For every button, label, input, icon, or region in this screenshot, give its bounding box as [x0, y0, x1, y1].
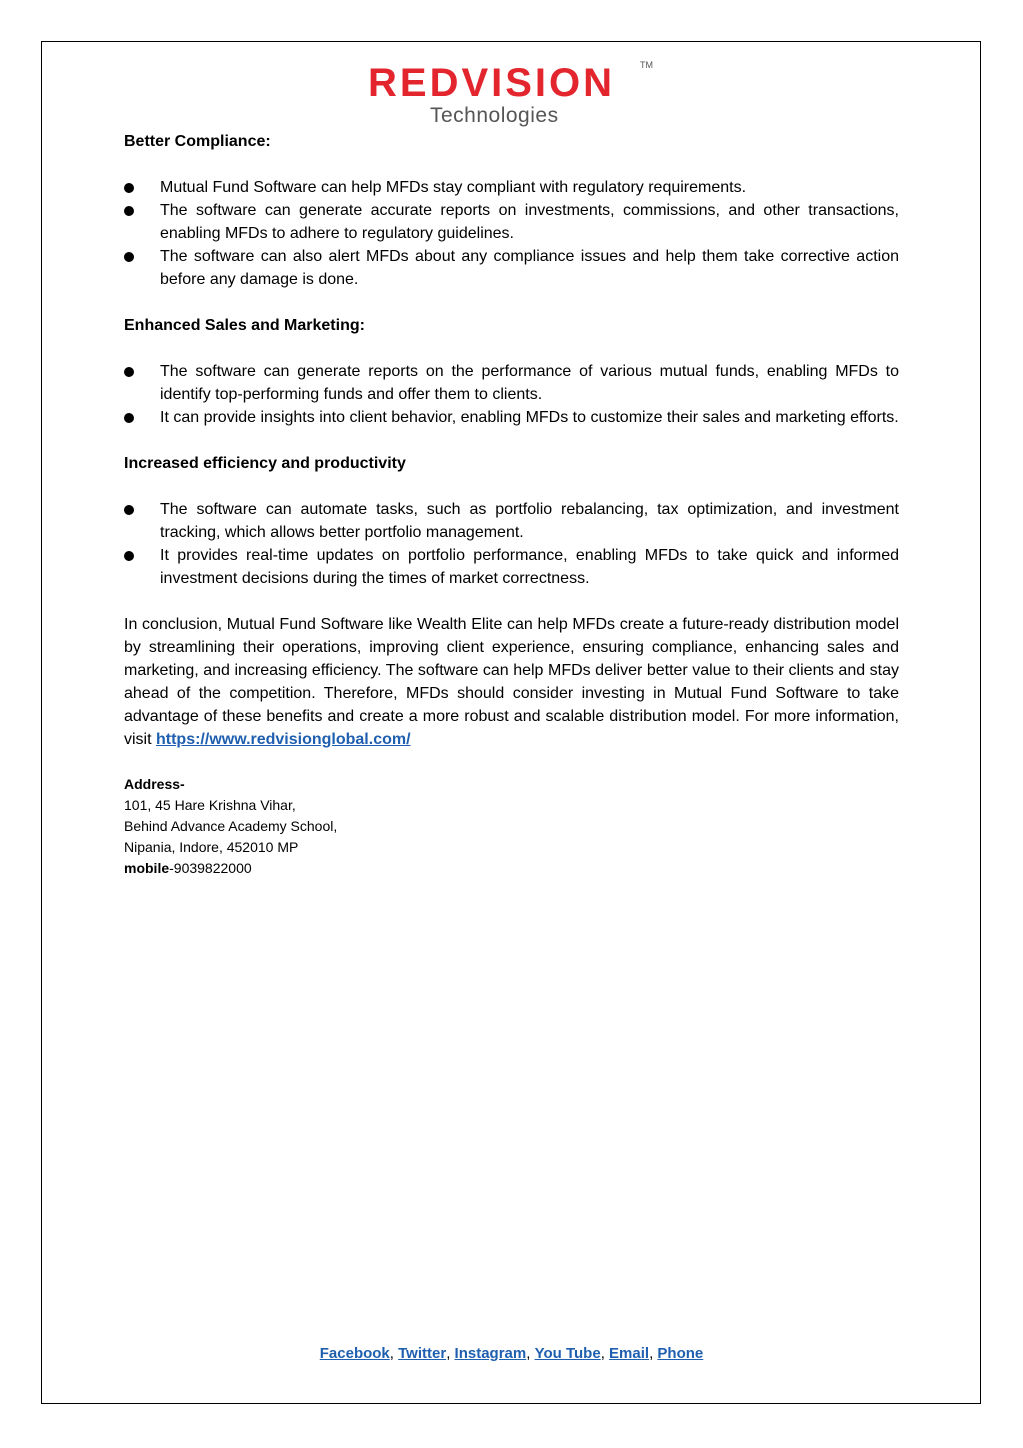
list-item: [124, 544, 899, 590]
mobile-label: mobile: [124, 860, 170, 876]
list-item-text: The software can generate reports on the performance of various mutual funds, enabling MFDs to identify top-performing funds and offer them to clients.: [160, 363, 899, 403]
list-item-text: Mutual Fund Software can help MFDs stay compliant with regulatory requirements.: [160, 179, 747, 196]
bullet-icon: [124, 252, 134, 262]
footer-links: [0, 1345, 1023, 1362]
company-logo: [368, 60, 658, 132]
list-item: [124, 199, 899, 245]
bullet-icon: [124, 505, 134, 515]
website-link[interactable]: https://www.redvisionglobal.com/: [156, 731, 411, 748]
section-heading: Increased efficiency and productivity: [124, 455, 406, 472]
address-line: Behind Advance Academy School,: [124, 818, 338, 834]
logo-trademark: TM: [640, 60, 653, 70]
address-block: [124, 774, 899, 879]
twitter-link[interactable]: Twitter: [398, 1345, 447, 1362]
list-item: [124, 176, 899, 199]
bullet-list: [124, 360, 899, 429]
list-item: [124, 245, 899, 291]
list-item-text: It can provide insights into client behavior, enabling MFDs to customize their sales and marketing efforts.: [160, 409, 899, 426]
separator: ,: [389, 1345, 399, 1362]
address-line: 101, 45 Hare Krishna Vihar,: [124, 797, 296, 813]
bullet-icon: [124, 183, 134, 193]
list-item-text: The software can generate accurate reports on investments, commissions, and other transactions, enabling MFDs to adhere to regulatory guidelines.: [160, 202, 899, 242]
bullet-icon: [124, 367, 134, 377]
list-item: [124, 498, 899, 544]
bullet-icon: [124, 206, 134, 216]
list-item-text: The software can also alert MFDs about any compliance issues and help them take corrective action before any damage is done.: [160, 248, 899, 288]
youtube-link[interactable]: You Tube: [534, 1345, 601, 1362]
separator: ,: [600, 1345, 610, 1362]
bullet-icon: [124, 551, 134, 561]
section-heading: Enhanced Sales and Marketing:: [124, 317, 365, 334]
instagram-link[interactable]: Instagram: [454, 1345, 527, 1362]
list-item: [124, 406, 899, 429]
list-item-text: The software can automate tasks, such as portfolio rebalancing, tax optimization, and investment tracking, which allows better portfolio management.: [160, 501, 899, 541]
email-link[interactable]: Email: [609, 1345, 650, 1362]
separator: ,: [649, 1345, 658, 1362]
logo-subtitle: Technologies: [430, 104, 559, 127]
bullet-icon: [124, 413, 134, 423]
bullet-list: [124, 498, 899, 590]
list-item-text: It provides real-time updates on portfolio performance, enabling MFDs to take quick and informed investment decisions during the times of market correctness.: [160, 547, 899, 587]
separator: ,: [526, 1345, 535, 1362]
mobile-value: -9039822000: [169, 860, 252, 876]
separator: ,: [446, 1345, 455, 1362]
document-body: [124, 130, 899, 879]
logo-wordmark: REDVISION: [368, 61, 616, 105]
section-heading: Better Compliance:: [124, 133, 271, 150]
bullet-list: [124, 176, 899, 291]
conclusion-paragraph: [124, 613, 899, 751]
conclusion-text: In conclusion, Mutual Fund Software like Wealth Elite can help MFDs create a future-ready distribution model by streamlining their operations, improving client experience, ensuring compliance, enhancing sales and marketing, and increasing efficiency. The software can help MFDs deliver better value to their clients and stay ahead of the competition. Therefore, MFDs should consider investing in Mutual Fund Software to take advantage of these benefits and create a more robust and scalable distribution model. For more information, visit: [124, 616, 899, 748]
phone-link[interactable]: Phone: [657, 1345, 704, 1362]
list-item: [124, 360, 899, 406]
mobile-line: [124, 858, 899, 879]
address-label: Address-: [124, 776, 185, 792]
address-line: Nipania, Indore, 452010 MP: [124, 839, 299, 855]
facebook-link[interactable]: Facebook: [319, 1345, 390, 1362]
